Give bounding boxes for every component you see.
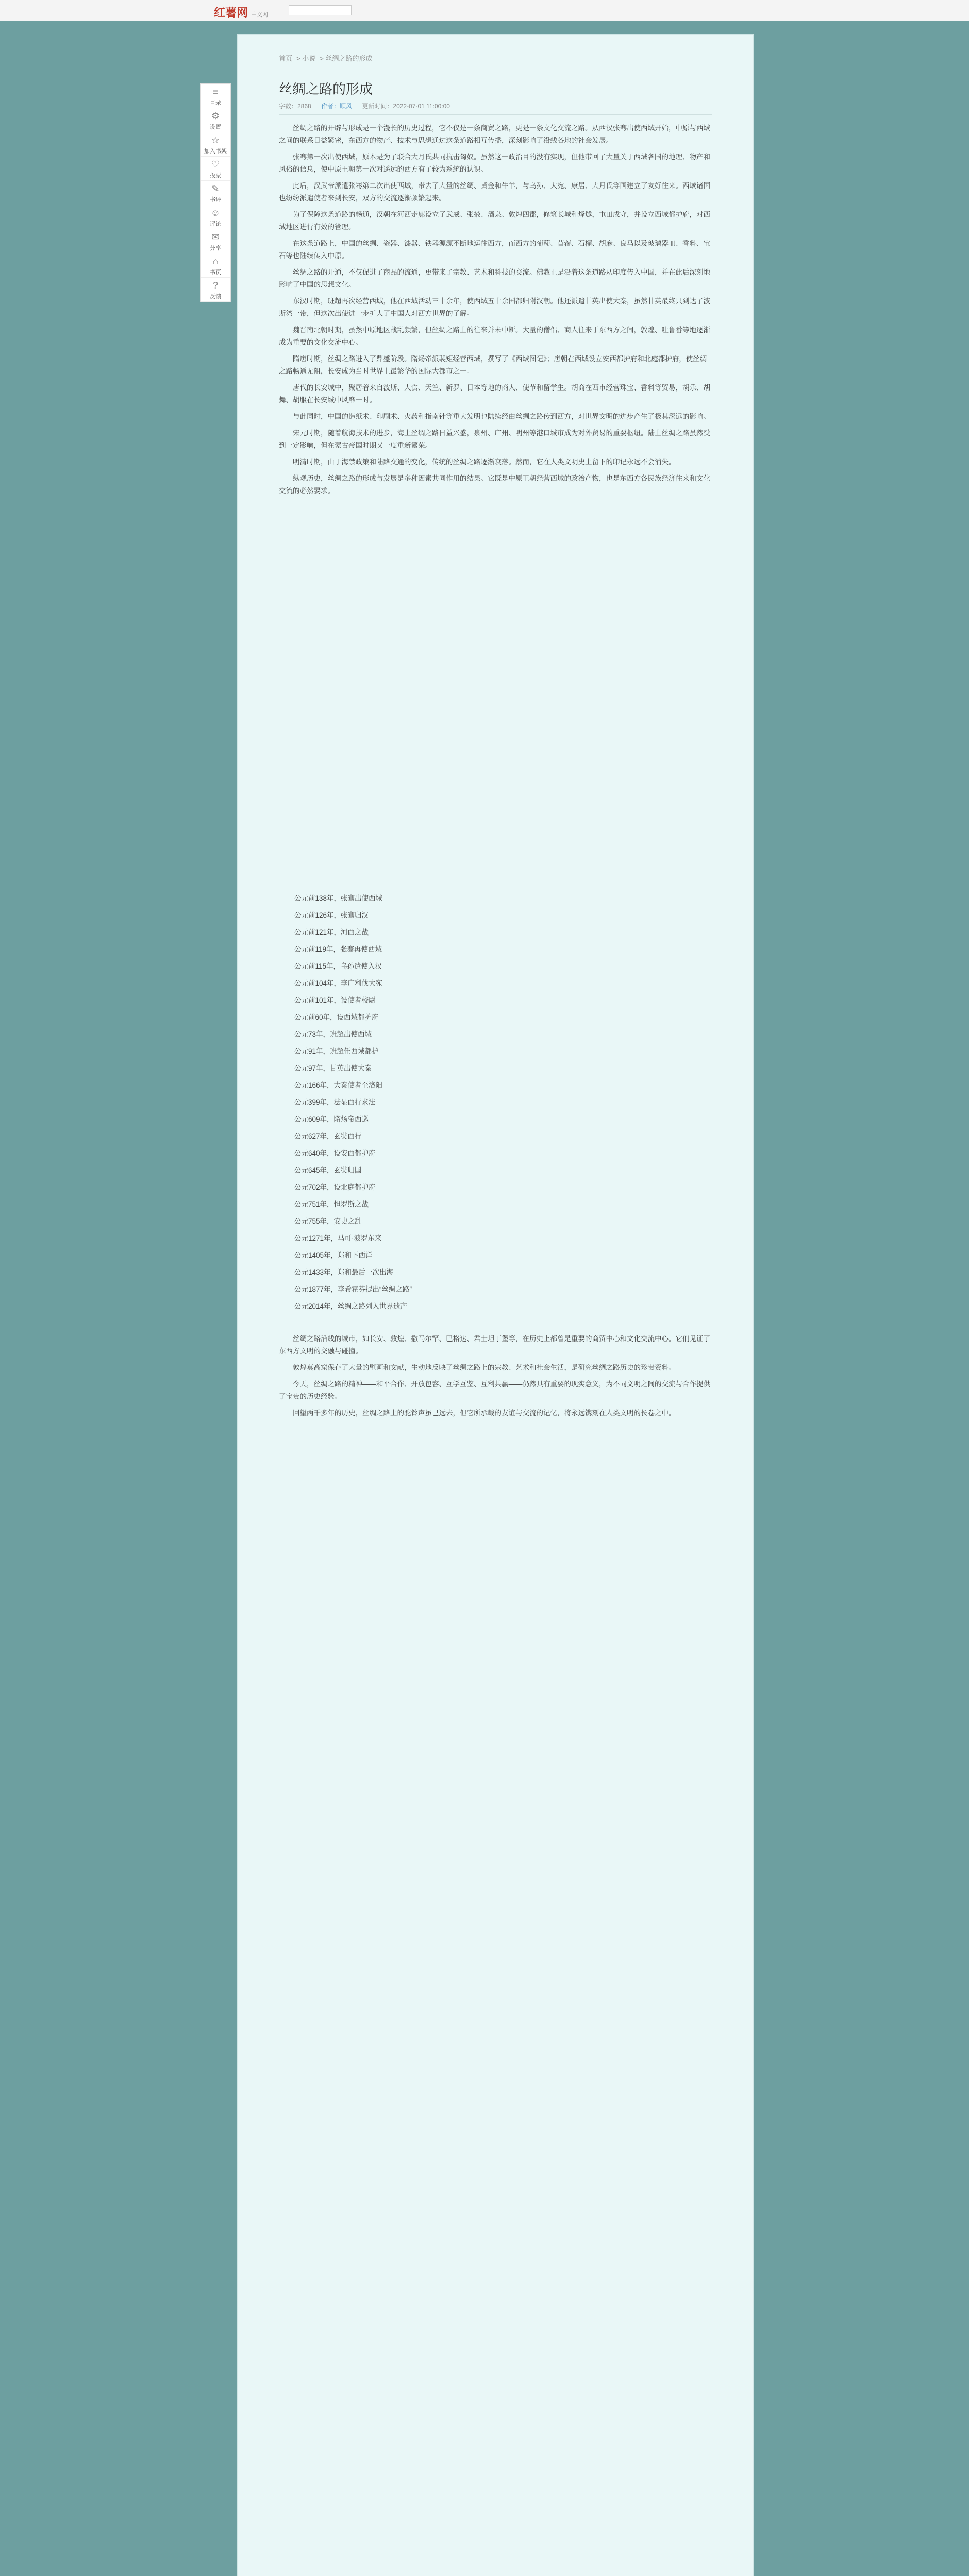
toolbar-label: 书页	[210, 269, 221, 276]
list-item: 公元前115年，乌孙遣使入汉	[294, 962, 382, 970]
list-item: 公元609年，隋炀帝西巡	[294, 1115, 369, 1123]
list-item: 公元702年，设北庭都护府	[294, 1183, 376, 1191]
paragraph: 唐代的长安城中，聚居着来自波斯、大食、天竺、新罗、日本等地的商人、使节和留学生。胡商在西市经营珠宝、香料等贸易，胡乐、胡舞、胡服在长安城中风靡一时。	[279, 384, 710, 404]
breadcrumb-category[interactable]: 小说	[302, 55, 316, 62]
list-item: 公元73年，班超出使西域	[294, 1030, 372, 1038]
toolbar-label: 加入书架	[204, 148, 227, 155]
divider	[279, 114, 712, 115]
list-item: 公元前138年，张骞出使西域	[294, 894, 383, 902]
paragraph: 隋唐时期，丝绸之路进入了鼎盛阶段。隋炀帝派裴矩经营西域，撰写了《西域图记》；唐朝在西域设立安西都护府和北庭都护府，使丝绸之路畅通无阻，长安成为当时世界上最繁华的国际大都市之一。	[279, 355, 707, 375]
paragraph: 回望两千多年的历史，丝绸之路上的驼铃声虽已远去，但它所承载的友谊与交流的记忆，将永远镌刻在人类文明的长卷之中。	[293, 1409, 676, 1417]
header-search-input[interactable]	[289, 5, 352, 15]
list-item: 公元1271年，马可·波罗东来	[294, 1234, 382, 1242]
author-link[interactable]: 作者：顺风	[321, 103, 353, 110]
list-item: 公元1433年，郑和最后一次出海	[294, 1268, 394, 1276]
toolbar-icon: ?	[212, 280, 218, 291]
breadcrumb-book[interactable]: 丝绸之路的形成	[325, 55, 373, 62]
paragraph: 宋元时期，随着航海技术的进步，海上丝绸之路日益兴盛，泉州、广州、明州等港口城市成为对外贸易的重要枢纽。陆上丝绸之路虽然受到一定影响，但在蒙古帝国时期又一度重新繁荣。	[279, 429, 710, 449]
list-item: 公元1877年，李希霍芬提出“丝绸之路”	[294, 1285, 412, 1293]
paragraph: 丝绸之路沿线的城市，如长安、敦煌、撒马尔罕、巴格达、君士坦丁堡等，在历史上都曾是重要的商贸中心和文化交流中心。它们见证了东西方文明的交融与碰撞。	[279, 1335, 710, 1355]
list-item: 公元91年，班超任西域都护	[294, 1047, 379, 1055]
paragraph: 在这条道路上，中国的丝绸、瓷器、漆器、铁器源源不断地运往西方，而西方的葡萄、苜蓿、石榴、胡麻、良马以及玻璃器皿、香料、宝石等也陆续传入中原。	[279, 240, 710, 260]
list-item: 公元640年，设安西都护府	[294, 1149, 376, 1157]
toolbar-item[interactable]	[201, 205, 230, 229]
paragraph: 此后，汉武帝派遣张骞第二次出使西域，带去了大量的丝绸、黄金和牛羊，与乌孙、大宛、康居、大月氏等国建立了友好往来。西域诸国也纷纷派遣使者来到长安，双方的交流逐渐频繁起来。	[279, 182, 710, 202]
toolbar-label: 反馈	[210, 294, 221, 300]
toolbar-item[interactable]	[201, 253, 230, 278]
toolbar-item[interactable]	[201, 132, 230, 157]
paragraph: 今天，丝绸之路的精神——和平合作、开放包容、互学互鉴、互利共赢——仍然具有重要的现实意义，为不同文明之间的交流与合作提供了宝贵的历史经验。	[279, 1380, 710, 1400]
site-logo[interactable]: 红薯网 中文网	[214, 6, 269, 19]
list-item: 公元前104年，李广利伐大宛	[294, 979, 383, 987]
toolbar-icon: ⌂	[212, 256, 219, 266]
breadcrumb-home[interactable]: 首页	[279, 55, 293, 62]
toolbar-icon: ☺	[210, 208, 221, 218]
toolbar-item[interactable]	[201, 84, 230, 108]
list-item: 公元627年，玄奘西行	[294, 1132, 362, 1140]
paragraph: 丝绸之路的开辟与形成是一个漫长的历史过程，它不仅是一条商贸之路，更是一条文化交流之路。从西汉张骞出使西域开始，中原与西域之间的联系日益紧密，东西方的物产、技术与思想通过这条道路相互传播，深刻影响了沿线各地的社会发展。	[279, 124, 710, 144]
paragraph: 东汉时期，班超再次经营西域，他在西域活动三十余年，使西域五十余国都归附汉朝。他还派遣甘英出使大秦，虽然甘英最终只到达了波斯湾一带，但这次出使进一步扩大了中国人对西方世界的了解。	[279, 297, 710, 317]
list-item: 公元前121年，河西之战	[294, 928, 369, 936]
list-item: 公元399年，法显西行求法	[294, 1098, 376, 1106]
toolbar-icon: ✎	[211, 183, 220, 194]
toolbar-icon: ⚙	[211, 111, 220, 121]
paragraph: 魏晋南北朝时期，虽然中原地区战乱频繁，但丝绸之路上的往来并未中断。大量的僧侣、商人往来于东西方之间，敦煌、吐鲁番等地逐渐成为重要的文化交流中心。	[279, 326, 710, 346]
toolbar-icon: ☆	[211, 135, 220, 145]
paragraph: 明清时期，由于海禁政策和陆路交通的变化，传统的丝绸之路逐渐衰落。然而，它在人类文明史上留下的印记永远不会消失。	[293, 458, 676, 466]
list-item: 公元97年，甘英出使大秦	[294, 1064, 372, 1072]
toolbar-label: 设置	[210, 124, 221, 130]
reading-area	[237, 34, 754, 2576]
list-item: 公元前101年，设使者校尉	[294, 996, 376, 1004]
chapter-content-2	[279, 1333, 712, 1423]
paragraph: 丝绸之路的开通，不仅促进了商品的流通，更带来了宗教、艺术和科技的交流。佛教正是沿着这条道路从印度传入中国，并在此后深刻地影响了中国的思想文化。	[279, 268, 710, 289]
list-item: 公元751年，怛罗斯之战	[294, 1200, 369, 1208]
list-item: 公元755年，安史之乱	[294, 1217, 362, 1225]
chapter-meta	[279, 101, 458, 110]
list-item: 公元166年，大秦使者至洛阳	[294, 1081, 383, 1089]
toolbar-icon: ✉	[211, 232, 220, 242]
timeline-list	[279, 890, 712, 1315]
toolbar-label: 评论	[210, 221, 221, 227]
list-item: 公元1405年，郑和下西洋	[294, 1251, 373, 1259]
toolbar-label: 书评	[210, 197, 221, 203]
word-count: 字数：2868	[279, 103, 311, 110]
list-item: 公元前60年，设西域都护府	[294, 1013, 379, 1021]
list-item: 公元2014年，丝绸之路列入世界遗产	[294, 1302, 408, 1310]
toolbar-label: 投票	[210, 173, 221, 179]
toolbar-item[interactable]	[201, 181, 230, 205]
list-item: 公元前126年，张骞归汉	[294, 911, 369, 919]
chapter-content	[279, 122, 712, 501]
toolbar-label: 分享	[210, 245, 221, 251]
paragraph: 纵观历史，丝绸之路的形成与发展是多种因素共同作用的结果。它既是中原王朝经营西域的政治产物，也是东西方各民族经济往来和文化交流的必然要求。	[279, 474, 710, 495]
toolbar-item[interactable]	[201, 157, 230, 181]
toolbar-icon: ≡	[212, 87, 219, 97]
reader-toolbar	[200, 83, 231, 302]
breadcrumb: 首页 > 小说 > 丝绸之路的形成	[279, 55, 373, 62]
toolbar-icon: ♡	[211, 159, 220, 170]
paragraph: 张骞第一次出使西域，原本是为了联合大月氏共同抗击匈奴。虽然这一政治目的没有实现，但他带回了大量关于西域各国的地理、物产和风俗的信息，使中原王朝第一次对遥远的西方有了较为系统的认识。	[279, 153, 710, 173]
toolbar-item[interactable]	[201, 229, 230, 253]
paragraph: 与此同时，中国的造纸术、印刷术、火药和指南针等重大发明也陆续经由丝绸之路传到西方，对世界文明的进步产生了极其深远的影响。	[293, 413, 710, 420]
paragraph: 敦煌莫高窟保存了大量的壁画和文献，生动地反映了丝绸之路上的宗教、艺术和社会生活，是研究丝绸之路历史的珍贵资料。	[293, 1364, 676, 1371]
paragraph: 为了保障这条道路的畅通，汉朝在河西走廊设立了武威、张掖、酒泉、敦煌四郡，修筑长城和烽燧，屯田戍守，并设立西域都护府，对西域地区进行有效的管理。	[279, 211, 710, 231]
toolbar-item[interactable]	[201, 108, 230, 132]
update-time: 更新时间：2022-07-01 11:00:00	[362, 103, 450, 110]
list-item: 公元645年，玄奘归国	[294, 1166, 362, 1174]
list-item: 公元前119年，张骞再使西域	[294, 945, 382, 953]
top-header	[0, 0, 969, 21]
chapter-title: 丝绸之路的形成	[279, 81, 373, 97]
toolbar-label: 目录	[210, 100, 221, 106]
toolbar-item[interactable]	[201, 278, 230, 302]
